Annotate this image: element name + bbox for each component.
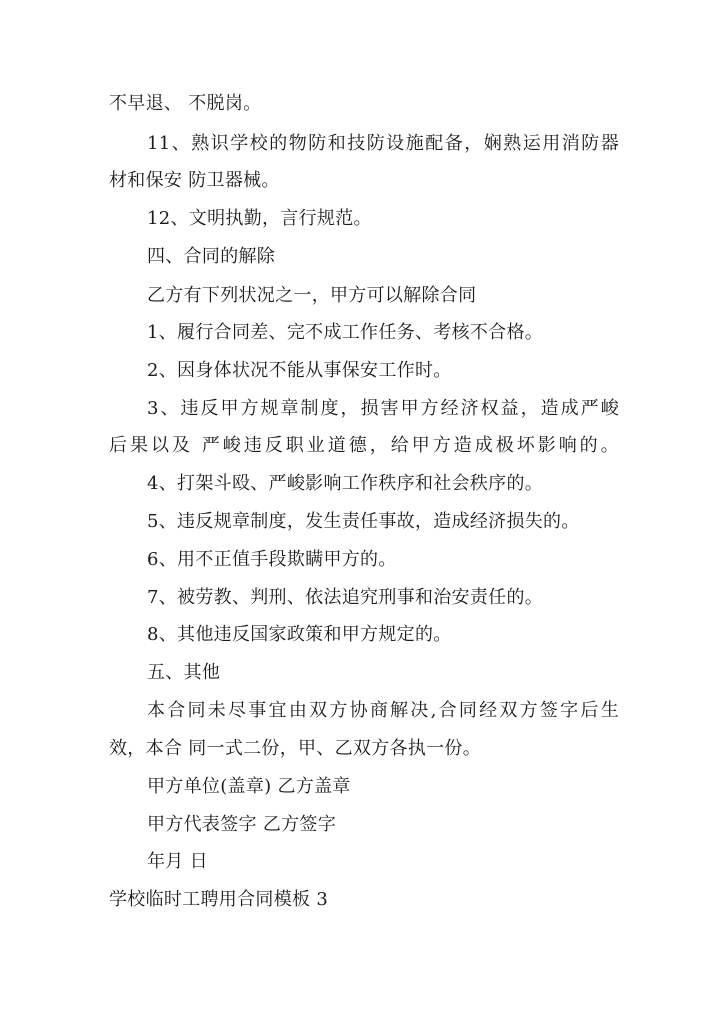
clause-3-line-2: 后果以及 严峻违反职业道德，给甲方造成极坏影响的。: [109, 435, 619, 456]
next-template-title: 学校临时工聘用合同模板 3: [109, 889, 329, 910]
clause-1: 1、履行合同差、完不成工作任务、考核不合格。: [147, 322, 544, 343]
clause-8: 8、其他违反国家政策和甲方规定的。: [147, 624, 452, 645]
signature-sign-line: 甲方代表签字 乙方签字: [147, 814, 337, 835]
clause-6: 6、用不正值手段欺瞒甲方的。: [147, 549, 397, 570]
clause-7: 7、被劳教、判刑、依法追究刑事和治安责任的。: [147, 587, 544, 608]
other-paragraph-line-2: 效，本合 同一式二份，甲、乙双方各执一份。: [109, 738, 482, 759]
section-heading-other: 五、其他: [147, 662, 221, 683]
date-line: 年月 日: [147, 851, 208, 872]
clause-5: 5、违反规章制度，发生责任事故，造成经济损失的。: [147, 511, 580, 532]
clause-11-line-1: 11、熟识学校的物防和技防设施配备，娴熟运用消防器: [147, 133, 619, 154]
clause-12: 12、文明执勤，言行规范。: [147, 208, 372, 229]
clause-4: 4、打架斗殴、严峻影响工作秩序和社会秩序的。: [147, 473, 544, 494]
clause-11-line-2: 材和保安 防卫器械。: [109, 170, 280, 191]
signature-seal-line: 甲方单位(盖章) 乙方盖章: [147, 776, 351, 797]
section-heading-termination: 四、合同的解除: [147, 246, 276, 267]
clause-3-line-1: 3、违反甲方规章制度，损害甲方经济权益，造成严峻: [147, 398, 619, 419]
text-line: 不早退、 不脱岗。: [109, 93, 262, 114]
other-paragraph-line-1: 本合同未尽事宜由双方协商解决,合同经双方签字后生: [147, 700, 619, 721]
clause-2: 2、因身体状况不能从事保安工作时。: [147, 360, 452, 381]
text-line: 乙方有下列状况之一，甲方可以解除合同: [147, 285, 477, 306]
